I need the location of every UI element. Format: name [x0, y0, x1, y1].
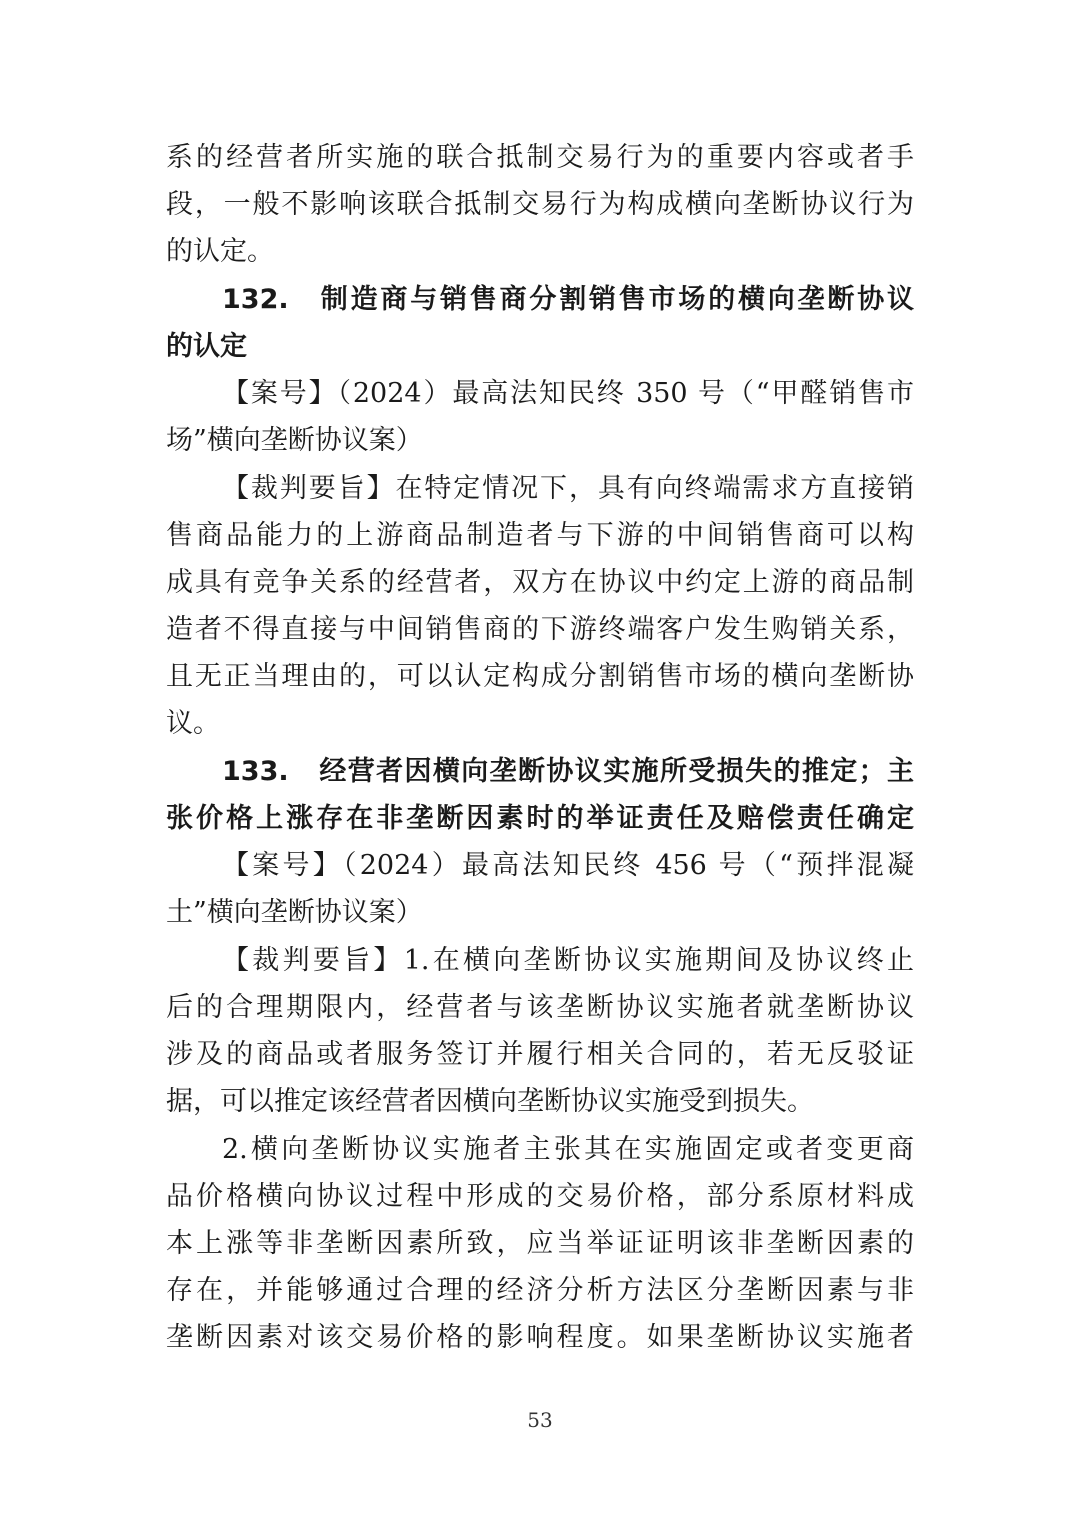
text-line: 的认定。	[166, 236, 274, 267]
section-number: 132.	[222, 284, 289, 315]
body-line: 品价格横向协议过程中形成的交易价格，部分系原材料成	[166, 1181, 914, 1212]
gist-line: 售商品能力的上游商品制造者与下游的中间销售商可以构	[166, 520, 914, 551]
body-line: 垄断因素对该交易价格的影响程度。如果垄断协议实施者	[166, 1322, 914, 1353]
case-number-cont: 土”横向垄断协议案）	[166, 897, 423, 928]
gist-line: 【裁判要旨】1.在横向垄断协议实施期间及协议终止	[222, 945, 914, 976]
case-number: 【案号】（2024）最高法知民终 350 号（“甲醛销售市	[222, 378, 914, 409]
section-title: 制造商与销售商分割销售市场的横向垄断协议	[318, 284, 914, 315]
section-title-cont: 张价格上涨存在非垄断因素时的举证责任及赔偿责任确定	[166, 803, 914, 834]
gist-line: 据，可以推定该经营者因横向垄断协议实施受到损失。	[166, 1086, 814, 1117]
gist-line: 【裁判要旨】在特定情况下，具有向终端需求方直接销	[222, 473, 914, 504]
text-line: 段，一般不影响该联合抵制交易行为构成横向垄断协议行为	[166, 189, 914, 220]
section-heading-132	[222, 280, 914, 320]
body-line: 存在，并能够通过合理的经济分析方法区分垄断因素与非	[166, 1275, 914, 1306]
gist-line: 造者不得直接与中间销售商的下游终端客户发生购销关系，	[166, 614, 914, 645]
text-line: 系的经营者所实施的联合抵制交易行为的重要内容或者手	[166, 142, 914, 173]
section-number: 133.	[222, 756, 289, 787]
page-number: 53	[527, 1408, 553, 1432]
gist-line: 涉及的商品或者服务签订并履行相关合同的，若无反驳证	[166, 1039, 914, 1070]
gist-line: 议。	[166, 708, 220, 739]
section-title: 经营者因横向垄断协议实施所受损失的推定；主	[318, 756, 914, 787]
gist-line: 后的合理期限内，经营者与该垄断协议实施者就垄断协议	[166, 992, 914, 1023]
case-number-cont: 场”横向垄断协议案）	[166, 425, 423, 456]
section-title-cont: 的认定	[166, 331, 247, 362]
case-number: 【案号】（2024）最高法知民终 456 号（“预拌混凝	[222, 850, 914, 881]
body-line: 本上涨等非垄断因素所致，应当举证证明该非垄断因素的	[166, 1228, 914, 1259]
gist-line: 且无正当理由的，可以认定构成分割销售市场的横向垄断协	[166, 661, 914, 692]
section-heading-133	[222, 752, 914, 792]
body-line: 2.横向垄断协议实施者主张其在实施固定或者变更商	[222, 1134, 914, 1165]
gist-line: 成具有竞争关系的经营者，双方在协议中约定上游的商品制	[166, 567, 914, 598]
